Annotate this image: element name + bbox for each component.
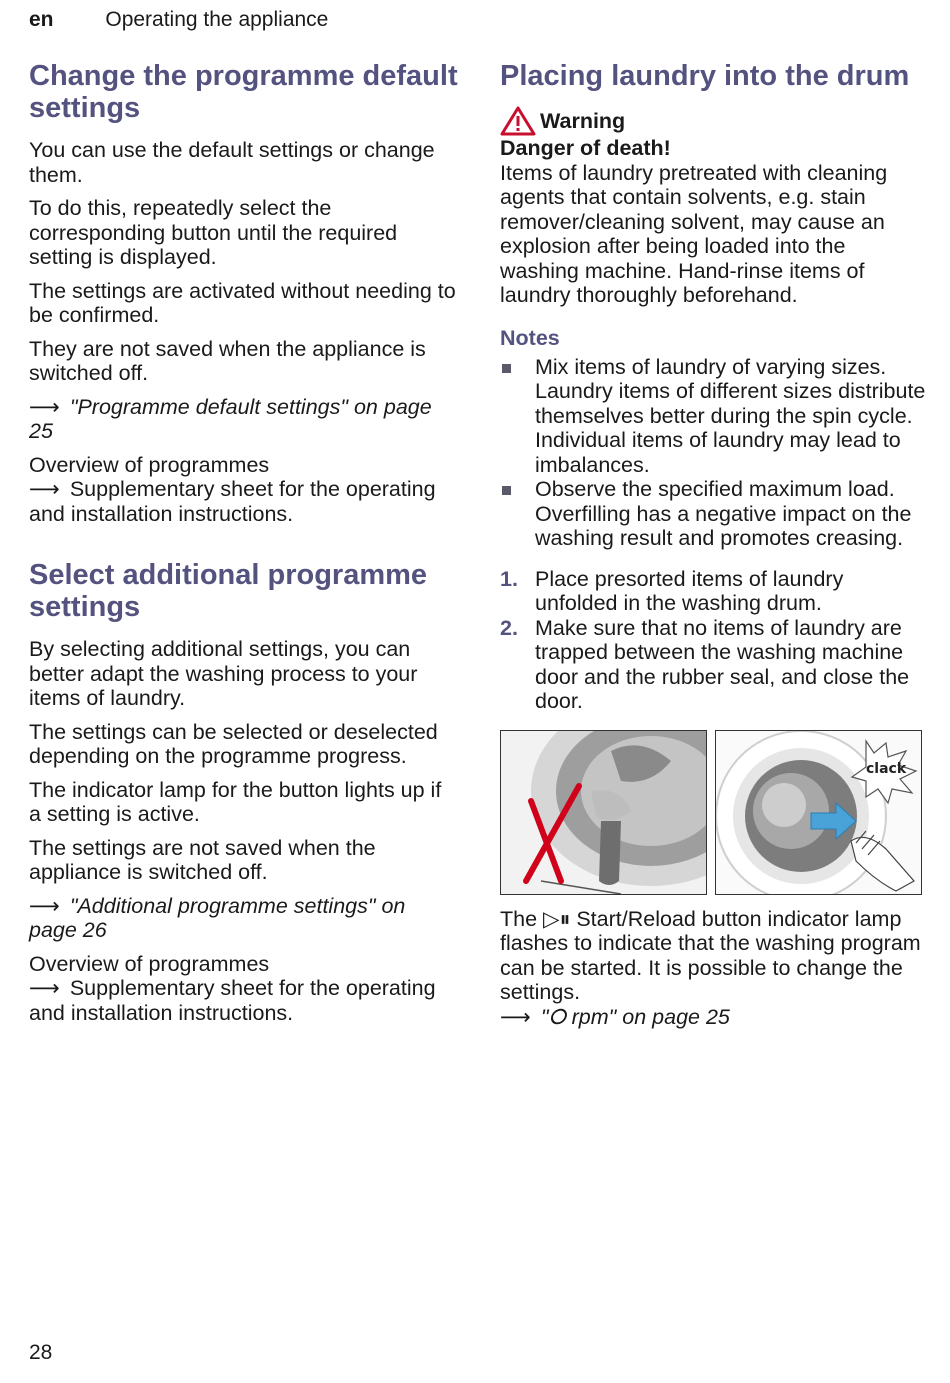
warning-triangle-icon bbox=[500, 106, 536, 136]
step-item bbox=[500, 616, 930, 714]
clack-label: clack bbox=[866, 760, 907, 777]
illustration-close-door bbox=[715, 730, 922, 895]
reference-text: Supplementary sheet for the operating and installation instructions. bbox=[29, 477, 436, 526]
steps-list bbox=[500, 567, 930, 714]
paragraph: To do this, repeatedly select the corresponding button until the required setting is displayed. bbox=[29, 196, 398, 269]
step-item bbox=[500, 567, 930, 616]
right-column bbox=[500, 60, 930, 1038]
reference-text: "Programme default settings" on page 25 bbox=[29, 394, 432, 443]
paragraph: You can use the default settings or change them. bbox=[29, 138, 435, 187]
notes-heading: Notes bbox=[500, 325, 560, 350]
warning-text: Items of laundry pretreated with cleaning agents that contain solvents, e.g. stain remover/cleaning solvent, may cause an explosion after being loaded into the washing machine. Hand-rinse items of laundry thoroughly beforehand. bbox=[500, 160, 888, 307]
arrow-icon: ⟶ bbox=[29, 893, 60, 918]
cross-reference[interactable] bbox=[29, 395, 459, 444]
page-header bbox=[29, 8, 328, 32]
start-reload-icon: ▷⏸ bbox=[543, 906, 571, 931]
arrow-icon: ⟶ bbox=[29, 477, 60, 501]
illustration-trapped-laundry bbox=[500, 730, 707, 895]
header-section: Operating the appliance bbox=[105, 8, 329, 31]
step-number: 1. bbox=[500, 566, 518, 591]
danger-text: Danger of death! bbox=[500, 136, 671, 160]
paragraph: The settings can be selected or deselected depending on the programme progress. bbox=[29, 719, 438, 768]
step-text: Place presorted items of laundry unfolded in the washing drum. bbox=[535, 566, 844, 615]
arrow-icon: ⟶ bbox=[500, 1004, 531, 1029]
bullet-icon bbox=[502, 486, 511, 495]
start-reload-text bbox=[500, 907, 930, 1005]
overview-reference bbox=[29, 453, 459, 527]
paragraph: By selecting additional settings, you can better adapt the washing process to your items of laundry. bbox=[29, 637, 418, 710]
language-code: en bbox=[29, 8, 54, 31]
text-prefix: The bbox=[500, 906, 538, 931]
paragraph: The indicator lamp for the button lights up if a setting is active. bbox=[29, 777, 442, 826]
overview-label: Overview of programmes bbox=[29, 951, 270, 976]
overview-reference bbox=[29, 952, 459, 1026]
notes-list bbox=[500, 355, 930, 551]
cross-reference[interactable] bbox=[29, 894, 459, 943]
trapped-laundry-image bbox=[501, 731, 706, 894]
bullet-icon bbox=[502, 364, 511, 373]
paragraph: The settings are not saved when the appliance is switched off. bbox=[29, 835, 376, 884]
step-text: Make sure that no items of laundry are trapped between the washing machine door and the rubber seal, and close the door. bbox=[535, 615, 910, 713]
reference-text: "Additional programme settings" on page 26 bbox=[29, 893, 406, 942]
step-number: 2. bbox=[500, 615, 518, 640]
warning-heading bbox=[500, 106, 930, 136]
note-text: Mix items of laundry of varying sizes. Laundry items of different sizes distribute themselves better during the spin cycle. Individual items of laundry may lead to imbalances. bbox=[535, 354, 926, 477]
page-number: 28 bbox=[29, 1341, 53, 1364]
reference-text: "⭘ rpm" on page 25 bbox=[540, 1004, 730, 1029]
list-item bbox=[500, 477, 930, 551]
note-text: Observe the specified maximum load. Overfilling has a negative impact on the washing result and promotes creasing. bbox=[535, 477, 912, 550]
illustrations bbox=[500, 730, 930, 895]
overview-label: Overview of programmes bbox=[29, 452, 270, 477]
text-rest: Start/Reload button indicator lamp flashes to indicate that the washing program can be started. It is possible to change the settings. bbox=[500, 906, 921, 1004]
section-title-default-settings: Change the programme default settings bbox=[29, 60, 458, 124]
arrow-icon: ⟶ bbox=[29, 976, 60, 1000]
paragraph: The settings are activated without needing to be confirmed. bbox=[29, 278, 456, 327]
left-column bbox=[29, 60, 459, 1034]
arrow-icon: ⟶ bbox=[29, 394, 60, 419]
list-item bbox=[500, 355, 930, 478]
close-door-image bbox=[716, 731, 921, 894]
paragraph: They are not saved when the appliance is switched off. bbox=[29, 336, 426, 385]
section-title-placing-laundry: Placing laundry into the drum bbox=[500, 60, 910, 92]
warning-label: Warning bbox=[540, 108, 626, 133]
section-title-additional-settings: Select additional programme settings bbox=[29, 559, 428, 623]
reference-text: Supplementary sheet for the operating and installation instructions. bbox=[29, 976, 436, 1025]
cross-reference[interactable] bbox=[500, 1005, 930, 1030]
